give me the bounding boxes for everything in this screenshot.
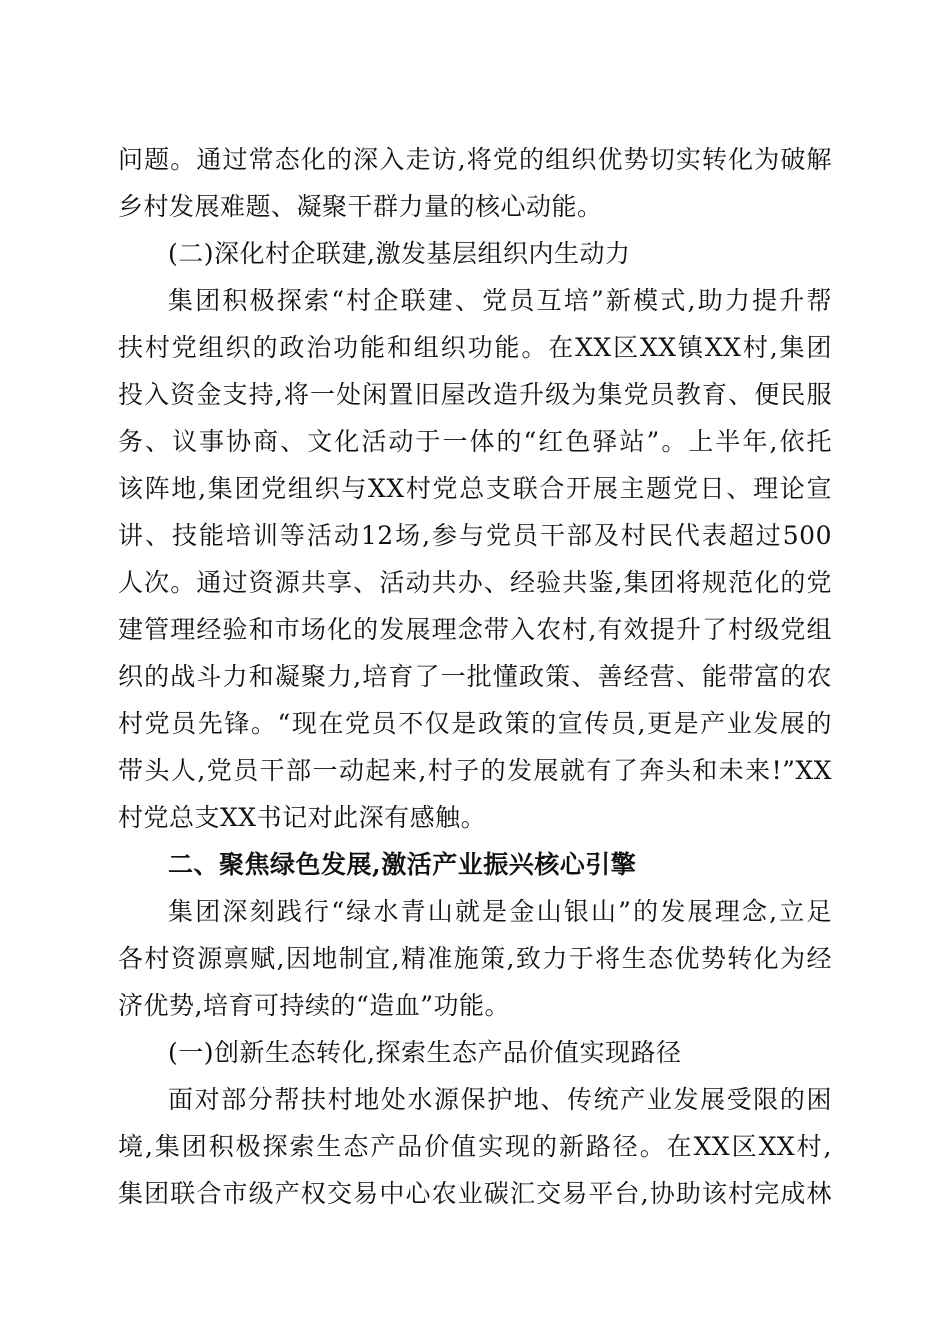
body-text-line: 扶村党组织的政治功能和组织功能。在XX区XX镇XX村,集团: [118, 333, 832, 362]
body-text-line: 该阵地,集团党组织与XX村党总支联合开展主题党日、理论宣: [118, 474, 832, 503]
body-text-line: 乡村发展难题、凝聚干群力量的核心动能。: [118, 192, 603, 221]
body-text-line: 集团积极探索“村企联建、党员互培”新模式,助力提升帮: [168, 286, 832, 315]
body-text-line: 村党总支XX书记对此深有感触。: [118, 803, 487, 832]
body-text-line: 务、议事协商、文化活动于一体的“红色驿站”。上半年,依托: [118, 427, 832, 456]
body-text-line: 织的战斗力和凝聚力,培育了一批懂政策、善经营、能带富的农: [118, 662, 832, 691]
subsection-heading: (一)创新生态转化,探索生态产品价值实现路径: [168, 1038, 682, 1067]
body-text-line: 集团联合市级产权交易中心农业碳汇交易平台,协助该村完成林: [118, 1179, 832, 1208]
body-text-line: 投入资金支持,将一处闲置旧屋改造升级为集党员教育、便民服: [118, 380, 832, 409]
body-text-line: 建管理经验和市场化的发展理念带入农村,有效提升了村级党组: [118, 615, 832, 644]
body-text-line: 问题。通过常态化的深入走访,将党的组织优势切实转化为破解: [118, 145, 832, 174]
body-text-line: 讲、技能培训等活动12场,参与党员干部及村民代表超过500: [118, 521, 832, 550]
body-text-line: 集团深刻践行“绿水青山就是金山银山”的发展理念,立足: [168, 897, 832, 926]
body-text-line: 人次。通过资源共享、活动共办、经验共鉴,集团将规范化的党: [118, 568, 832, 597]
body-text-line: 面对部分帮扶村地处水源保护地、传统产业发展受限的困: [168, 1085, 832, 1114]
body-text-line: 村党员先锋。“现在党员不仅是政策的宣传员,更是产业发展的: [118, 709, 832, 738]
body-text-line: 各村资源禀赋,因地制宜,精准施策,致力于将生态优势转化为经: [118, 944, 832, 973]
body-text-line: 境,集团积极探索生态产品价值实现的新路径。在XX区XX村,: [118, 1132, 832, 1161]
body-text-line: 带头人,党员干部一动起来,村子的发展就有了奔头和未来!”XX: [118, 756, 832, 785]
body-text-line: 济优势,培育可持续的“造血”功能。: [118, 991, 511, 1020]
subsection-heading: (二)深化村企联建,激发基层组织内生动力: [168, 239, 631, 268]
section-heading: 二、聚焦绿色发展,激活产业振兴核心引擎: [168, 850, 637, 879]
